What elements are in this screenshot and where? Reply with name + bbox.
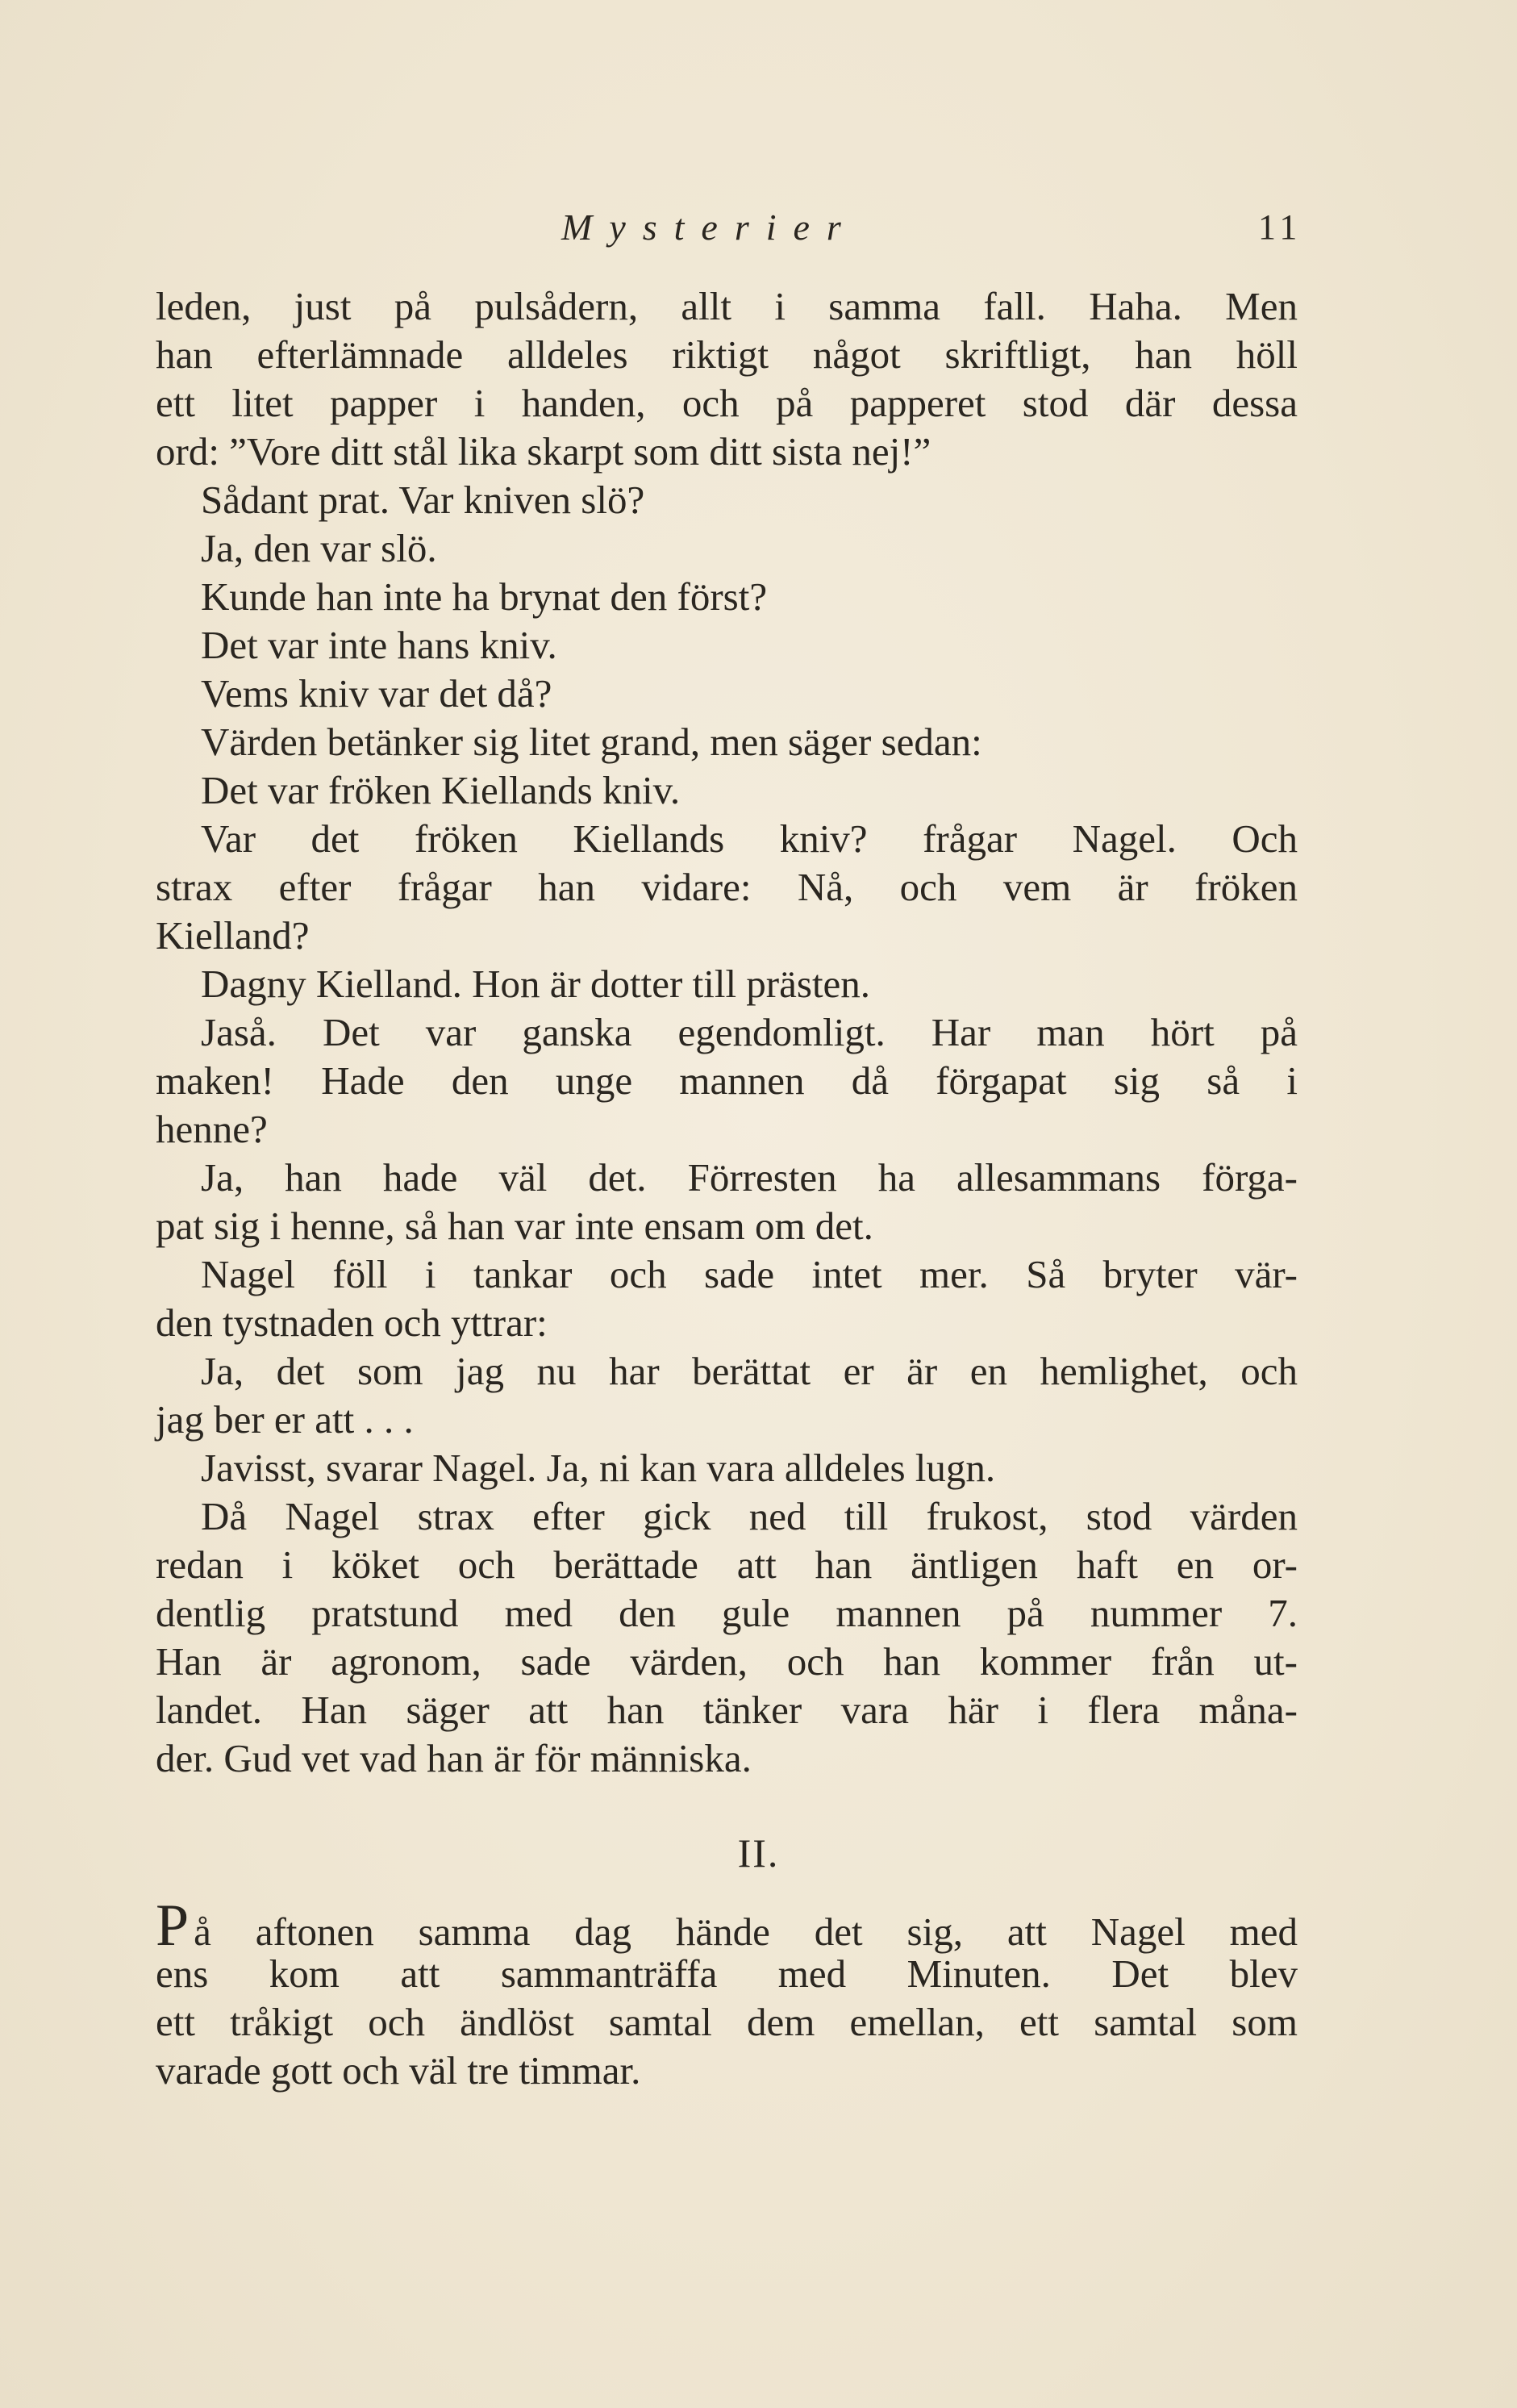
text-line: Sådant prat. Var kniven slö? <box>201 478 645 522</box>
text-line: Ja, han hade väl det. Förresten ha allesammans förga- <box>201 1155 1298 1200</box>
text-line: pat sig i henne, så han var inte ensam om det. <box>156 1204 873 1248</box>
text-line: ett litet papper i handen, och på papperet stod där dessa <box>156 381 1298 425</box>
running-title: Mysterier <box>561 207 858 248</box>
text-line: Kunde han inte ha brynat den först? <box>201 574 768 619</box>
text-line: Jaså. Det var ganska egendomligt. Har man hört på <box>201 1010 1298 1054</box>
dropcap: P <box>156 1893 190 1959</box>
text-line: Var det fröken Kiellands kniv? frågar Nagel. Och <box>201 816 1298 861</box>
text-line: henne? <box>156 1107 268 1151</box>
text-line: landet. Han säger att han tänker vara här i flera måna- <box>156 1688 1298 1732</box>
running-head <box>0 203 1517 252</box>
text-line: varade gott och väl tre timmar. <box>156 2048 641 2093</box>
chapter-first-line <box>156 1893 1298 1959</box>
text-line: leden, just på pulsådern, allt i samma fall. Haha. Men <box>156 284 1298 328</box>
text-line: maken! Hade den unge mannen då förgapat sig så i <box>156 1058 1298 1103</box>
chapter-text <box>156 1893 1298 2095</box>
text-line: Vems kniv var det då? <box>201 671 552 716</box>
text-line: Javisst, svarar Nagel. Ja, ni kan vara alldeles lugn. <box>201 1446 996 1490</box>
text-line: dentlig pratstund med den gule mannen på nummer 7. <box>156 1591 1298 1635</box>
text-line: Kielland? <box>156 913 310 958</box>
text-line: Då Nagel strax efter gick ned till frukost, stod värden <box>201 1494 1298 1538</box>
text-line: der. Gud vet vad han är för människa. <box>156 1736 752 1780</box>
text-line: Värden betänker sig litet grand, men säger sedan: <box>201 720 982 764</box>
text-line: Han är agronom, sade värden, och han kommer från ut- <box>156 1639 1298 1684</box>
first-line-text: å aftonen samma dag hände det sig, att Nagel med <box>194 1909 1298 1954</box>
text-line: strax efter frågar han vidare: Nå, och vem är fröken <box>156 865 1298 909</box>
text-line: Ja, den var slö. <box>201 526 437 570</box>
text-line: Nagel föll i tankar och sade intet mer. Så bryter vär- <box>201 1252 1298 1296</box>
body-text <box>156 282 1298 1783</box>
text-line: ens kom att sammanträffa med Minuten. Det blev <box>156 1951 1298 1996</box>
chapter-heading: II. <box>737 1830 780 1876</box>
page-number: 11 <box>1258 207 1302 247</box>
text-line: Ja, det som jag nu har berättat er är en hemlighet, och <box>201 1349 1298 1393</box>
text-line: redan i köket och berättade att han äntligen haft en or- <box>156 1542 1298 1587</box>
text-line: ord: ”Vore ditt stål lika skarpt som ditt sista nej!” <box>156 429 931 474</box>
text-line: Det var inte hans kniv. <box>201 623 557 667</box>
text-line: ett tråkigt och ändlöst samtal dem emellan, ett samtal som <box>156 2000 1298 2044</box>
text-line: den tystnaden och yttrar: <box>156 1300 548 1345</box>
text-line: han efterlämnade alldeles riktigt något skriftligt, han höll <box>156 332 1298 377</box>
text-line: jag ber er att . . . <box>156 1397 414 1442</box>
text-line: Dagny Kielland. Hon är dotter till prästen. <box>201 962 871 1006</box>
text-line: Det var fröken Kiellands kniv. <box>201 768 681 812</box>
